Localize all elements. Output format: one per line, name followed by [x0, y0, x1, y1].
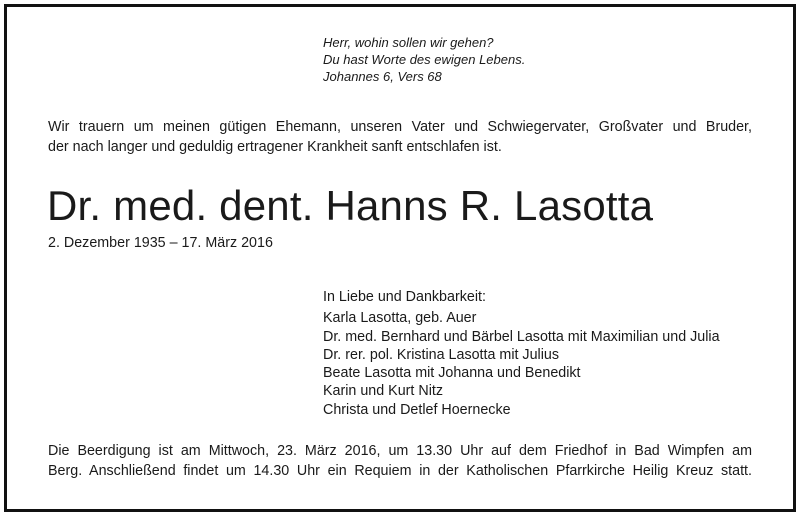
- mourners-heading: In Liebe und Dankbarkeit:: [323, 289, 486, 305]
- mourners-block: [323, 288, 720, 419]
- mourner-name: Karin und Kurt Nitz: [323, 383, 443, 400]
- deceased-name: Dr. med. dent. Hanns R. Lasotta: [47, 182, 654, 229]
- quote-line-2: Du hast Worte des ewigen Lebens.: [323, 52, 526, 67]
- funeral-details: [48, 441, 752, 481]
- mourner-name: Karla Lasotta, geb. Auer: [323, 310, 477, 327]
- mourner-name: Beate Lasotta mit Johanna und Benedikt: [323, 365, 581, 382]
- quote-reference: Johannes 6, Vers 68: [323, 69, 442, 84]
- bible-quote: [323, 34, 525, 85]
- funeral-line-1: Die Beerdigung ist am Mittwoch, 23. März 2016, um 13.30 Uhr auf dem Friedhof in Bad Wimpfen am: [48, 443, 752, 459]
- funeral-line-2: Berg. Anschließend findet um 14.30 Uhr ein Requiem in der Katholischen Pfarrkirche Heilig Kreuz statt.: [48, 463, 752, 479]
- mourning-statement: [48, 117, 752, 157]
- life-dates: 2. Dezember 1935 – 17. März 2016: [48, 235, 273, 251]
- statement-line-1: Wir trauern um meinen gütigen Ehemann, unseren Vater und Schwiegervater, Großvater und Bruder,: [48, 119, 752, 135]
- mourner-name: Christa und Detlef Hoernecke: [323, 401, 511, 418]
- quote-line-1: Herr, wohin sollen wir gehen?: [323, 35, 494, 50]
- mourner-name: Dr. med. Bernhard und Bärbel Lasotta mit Maximilian und Julia: [323, 328, 720, 345]
- mourner-name: Dr. rer. pol. Kristina Lasotta mit Julius: [323, 346, 559, 363]
- statement-line-2: der nach langer und geduldig ertragener Krankheit sanft entschlafen ist.: [48, 139, 502, 155]
- mourners-list: [323, 309, 720, 419]
